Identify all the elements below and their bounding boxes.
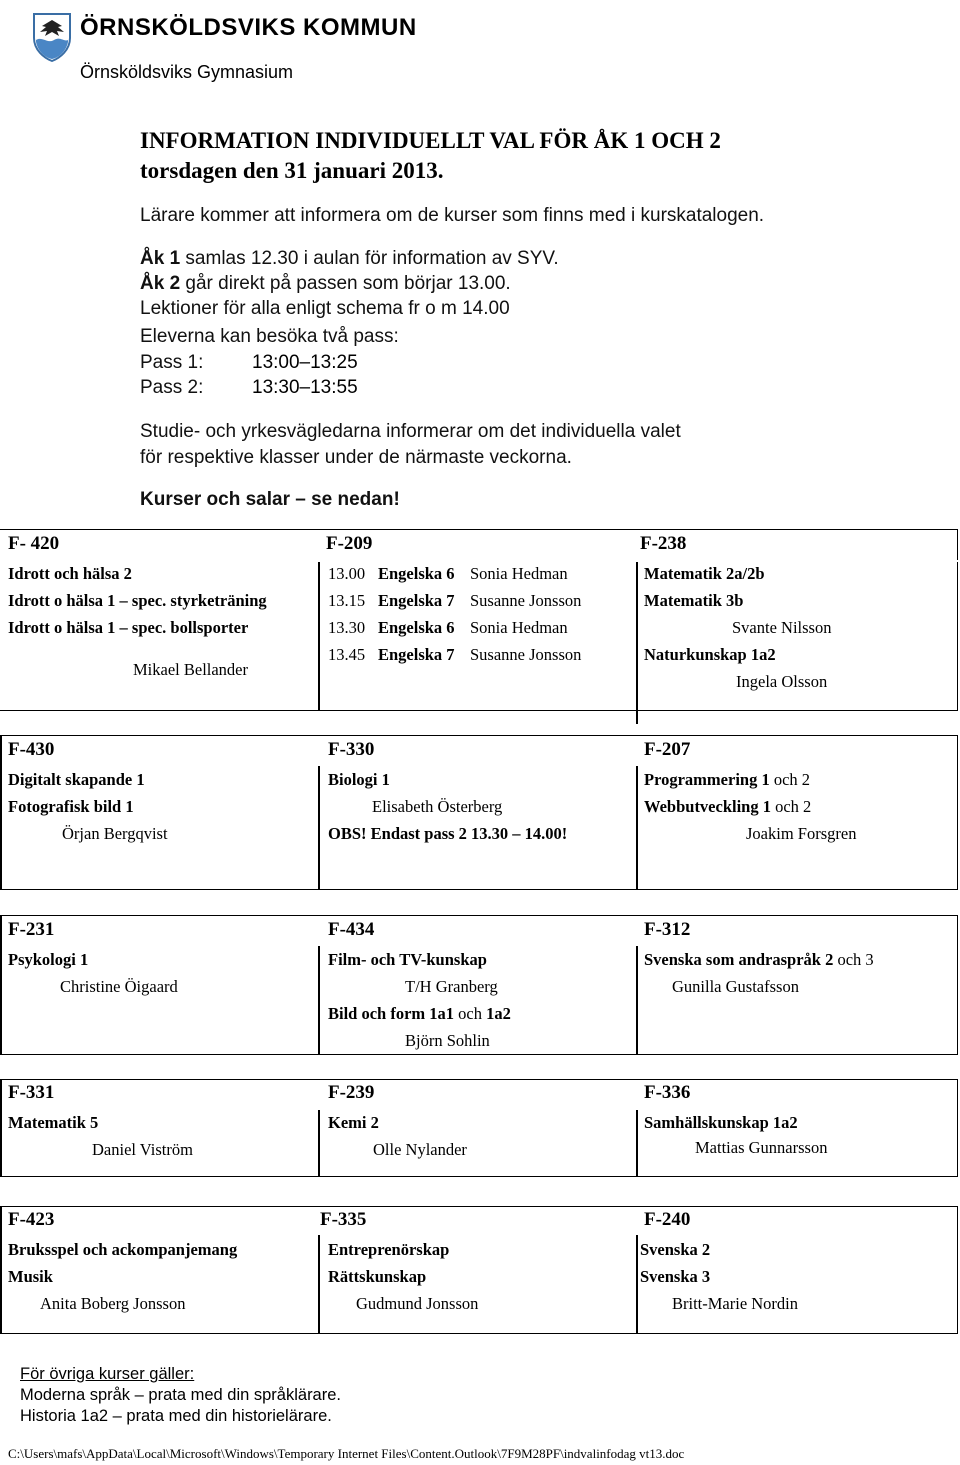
room-section-4 (0, 1079, 958, 1177)
teacher-name: Sonia Hedman (470, 618, 568, 637)
ak2-info (140, 273, 511, 295)
ak2-label: Åk 2 (140, 273, 181, 294)
teacher-name: Björn Sohlin (405, 1031, 490, 1050)
course-conj: och (454, 1004, 487, 1023)
course-item (644, 950, 874, 970)
teacher-name: T/H Granberg (405, 977, 498, 996)
course-item: Bruksspel och ackompanjemang (8, 1240, 238, 1259)
room-f207: F-207 (644, 739, 691, 760)
course-item: Entreprenörskap (328, 1240, 450, 1259)
teachers-info: Lärare kommer att informera om de kurser som finns med i kurskatalogen. (140, 205, 765, 226)
course-item: Matematik 2a/2b (644, 564, 765, 583)
teacher-name: Christine Öigaard (60, 977, 178, 996)
room-f240: F-240 (644, 1209, 691, 1230)
courses-heading: Kurser och salar – se nedan! (140, 489, 400, 510)
room-f434: F-434 (328, 919, 375, 940)
room-section-2 (0, 735, 958, 890)
course-item: Matematik 3b (644, 591, 744, 610)
teacher-name: Olle Nylander (373, 1140, 467, 1159)
course-item: Fotografisk bild 1 (8, 797, 134, 816)
course-item: Svenska 3 (640, 1267, 711, 1286)
file-path: C:\Users\mafs\AppData\Local\Microsoft\Windows\Temporary Internet Files\Content.Outlook\7F9M28PF\indvalinfodag vt13.doc (8, 1446, 685, 1461)
pass1-time: 13:00–13:25 (252, 352, 358, 373)
other-courses-languages: Moderna språk – prata med din språklärare. (20, 1386, 341, 1404)
syv-info-line2: för respektive klasser under de närmaste veckorna. (140, 447, 572, 468)
teacher-name: Susanne Jonsson (470, 591, 582, 610)
lessons-info: Lektioner för alla enligt schema fr o m 14.00 (140, 298, 510, 319)
room-f430: F-430 (8, 739, 55, 760)
ak1-info (140, 248, 559, 270)
room-f330: F-330 (328, 739, 375, 760)
pass-time: 13.45 (328, 645, 366, 664)
course-suffix: och 3 (833, 950, 874, 969)
room-section-5 (0, 1206, 958, 1334)
pass-time: 13.00 (328, 564, 366, 583)
pass1-label: Pass 1: (140, 352, 204, 373)
course-item: Engelska 6 (378, 564, 455, 583)
course-item (644, 770, 810, 790)
teacher-name: Örjan Bergqvist (62, 824, 168, 843)
room-section-3 (0, 915, 958, 1055)
ak2-text: går direkt på passen som börjar 13.00. (180, 273, 511, 294)
org-name: ÖRNSKÖLDSVIKS KOMMUN (80, 14, 417, 41)
pass2-label: Pass 2: (140, 377, 204, 398)
room-f336: F-336 (644, 1082, 691, 1103)
teacher-name: Ingela Olsson (736, 672, 828, 691)
room-f420: F- 420 (8, 533, 60, 554)
teacher-name: Joakim Forsgren (746, 824, 857, 843)
room-f335: F-335 (320, 1209, 367, 1230)
course-item: Engelska 7 (378, 591, 455, 610)
other-courses-heading: För övriga kurser gäller: (20, 1365, 195, 1383)
teacher-name: Mikael Bellander (133, 660, 249, 679)
course-item (644, 797, 811, 817)
notice: OBS! Endast pass 2 13.30 – 14.00! (328, 824, 568, 843)
room-f209: F-209 (326, 533, 373, 554)
room-f239: F-239 (328, 1082, 375, 1103)
room-f423: F-423 (8, 1209, 55, 1230)
course-item: Samhällskunskap 1a2 (644, 1113, 798, 1132)
room-f312: F-312 (644, 919, 691, 940)
teacher-name: Elisabeth Österberg (372, 797, 503, 816)
pass2-time: 13:30–13:55 (252, 377, 358, 398)
course-item: Musik (8, 1267, 53, 1286)
school-name: Örnsköldsviks Gymnasium (80, 62, 294, 82)
course-item: Film- och TV-kunskap (328, 950, 487, 969)
course-item: Digitalt skapande 1 (8, 770, 145, 789)
course-item: Idrott o hälsa 1 – spec. styrketräning (8, 591, 267, 610)
course-item: Svenska 2 (640, 1240, 711, 1259)
course-name: 1a2 (486, 1004, 511, 1023)
teacher-name: Svante Nilsson (732, 618, 832, 637)
course-item: Rättskunskap (328, 1267, 427, 1286)
other-courses-history: Historia 1a2 – prata med din historielärare. (20, 1407, 332, 1425)
pass-time: 13.15 (328, 591, 366, 610)
teacher-name: Mattias Gunnarsson (695, 1138, 828, 1157)
course-name: Programmering 1 (644, 770, 770, 789)
teacher-name: Anita Boberg Jonsson (40, 1294, 186, 1313)
coat-of-arms-icon (32, 12, 72, 62)
course-item: Psykologi 1 (8, 950, 89, 969)
teacher-name: Gudmund Jonsson (356, 1294, 479, 1313)
ak1-label: Åk 1 (140, 248, 181, 269)
course-item: Engelska 6 (378, 618, 455, 637)
course-item: Engelska 7 (378, 645, 455, 664)
room-f238: F-238 (640, 533, 687, 554)
syv-info-line1: Studie- och yrkesvägledarna informerar om det individuella valet (140, 421, 681, 442)
two-pass-info: Eleverna kan besöka två pass: (140, 326, 399, 347)
course-name: Svenska som andraspråk 2 (644, 950, 834, 969)
course-name: Bild och form 1a1 (328, 1004, 455, 1023)
course-item: Naturkunskap 1a2 (644, 645, 776, 664)
teacher-name: Daniel Viström (92, 1140, 193, 1159)
teacher-name: Sonia Hedman (470, 564, 568, 583)
teacher-name: Susanne Jonsson (470, 645, 582, 664)
course-item: Idrott och hälsa 2 (8, 564, 132, 583)
course-item: Kemi 2 (328, 1113, 379, 1132)
teacher-name: Gunilla Gustafsson (672, 977, 799, 996)
course-item: Matematik 5 (8, 1113, 99, 1132)
page-subtitle-date: torsdagen den 31 januari 2013. (140, 158, 444, 183)
pass-time: 13.30 (328, 618, 366, 637)
room-section-1 (0, 529, 958, 711)
course-name: Webbutveckling 1 (644, 797, 771, 816)
page-title: INFORMATION INDIVIDUELLT VAL FÖR ÅK 1 OCH 2 (140, 128, 721, 153)
ak1-text: samlas 12.30 i aulan för information av SYV. (180, 248, 559, 269)
teacher-name: Britt-Marie Nordin (672, 1294, 799, 1313)
room-f231: F-231 (8, 919, 55, 940)
course-item: Biologi 1 (328, 770, 390, 789)
course-suffix: och 2 (770, 797, 812, 816)
course-suffix: och 2 (769, 770, 811, 789)
room-f331: F-331 (8, 1082, 55, 1103)
course-item: Idrott o hälsa 1 – spec. bollsporter (8, 618, 249, 637)
course-item (328, 1004, 511, 1024)
